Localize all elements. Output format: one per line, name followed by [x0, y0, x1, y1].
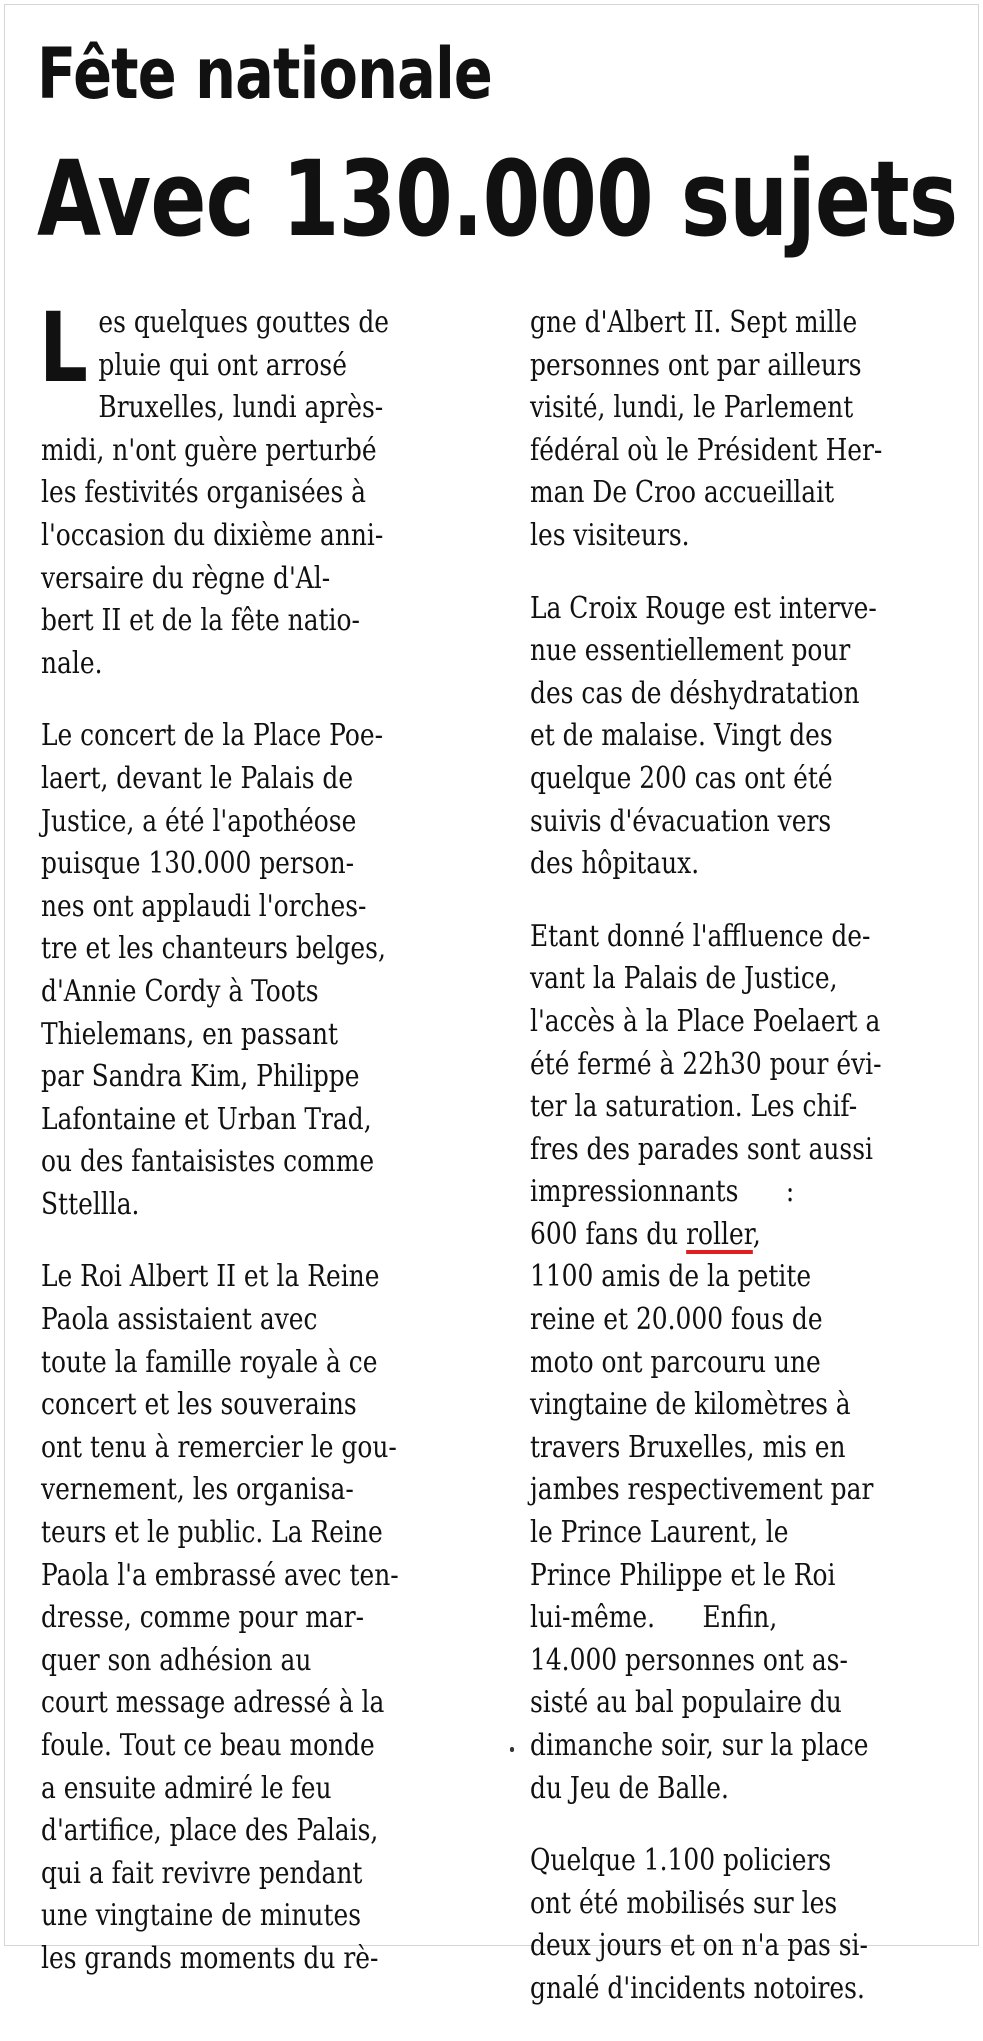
text-line: sisté au bal populaire du: [530, 1685, 842, 1721]
text-line: es quelques gouttes de: [98, 305, 390, 340]
text-line: le Prince Laurent, le: [530, 1515, 789, 1551]
text-line: tre et les chanteurs belges,: [41, 931, 386, 967]
text-line: ont été mobilisés sur les: [530, 1885, 838, 1921]
text-line: dresse, comme pour mar-: [41, 1600, 365, 1636]
text-line: qui a fait revivre pendant: [41, 1855, 363, 1891]
text-line: Le Roi Albert II et la Reine: [41, 1259, 380, 1295]
text-line: les visiteurs.: [530, 517, 690, 553]
text-line: Paola l'a embrassé avec ten-: [41, 1557, 399, 1593]
text-line: impressionnants :: [530, 1174, 795, 1210]
text-line: Bruxelles, lundi après-: [98, 390, 384, 426]
text-line: foule. Tout ce beau monde: [41, 1728, 375, 1763]
text-line: des hôpitaux.: [530, 846, 700, 882]
text-line: l'accès à la Place Poelaert a: [530, 1003, 881, 1039]
text-line: man De Croo accueillait: [530, 475, 835, 511]
text-line: Quelque 1.100 policiers: [530, 1843, 832, 1879]
text-line: Le concert de la Place Poe-: [41, 718, 384, 754]
text-line: Sttellla.: [41, 1186, 140, 1222]
text-line: d'Annie Cordy à Toots: [41, 973, 319, 1009]
paragraph-7: [530, 1840, 953, 2010]
article-column-right: [530, 302, 953, 2041]
text-line: gne d'Albert II. Sept mille: [530, 305, 858, 340]
text-line: quelque 200 cas ont été: [530, 760, 833, 796]
text-line: nue essentiellement pour: [530, 633, 851, 669]
text-line: Thielemans, en passant: [41, 1016, 339, 1052]
text-line: l'occasion du dixième anni-: [41, 517, 384, 553]
text-line: 14.000 personnes ont as-: [530, 1642, 848, 1678]
text-line: La Croix Rouge est interve-: [530, 590, 877, 626]
text-line: les festivités organisées à: [41, 475, 367, 511]
text-line: les grands moments du rè-: [41, 1940, 379, 1976]
text-line: a ensuite admiré le feu: [41, 1770, 332, 1806]
paragraph-4: [530, 302, 953, 558]
text-line: Paola assistaient avec: [41, 1302, 318, 1338]
text-line: ter la saturation. Les chif-: [530, 1089, 858, 1125]
text-line: Justice, a été l'apothéose: [41, 803, 357, 839]
article-kicker: Fête nationale: [37, 33, 493, 115]
text-line: visité, lundi, le Parlement: [530, 390, 854, 426]
text-line: vingtaine de kilomètres à: [530, 1387, 851, 1423]
text-line: toute la famille royale à ce: [41, 1344, 378, 1380]
text-line: et de malaise. Vingt des: [530, 718, 833, 754]
text-line: vant la Palais de Justice,: [530, 961, 838, 997]
text-line: nes ont applaudi l'orches-: [41, 888, 367, 924]
text-line: midi, n'ont guère perturbé: [41, 432, 377, 468]
text-line: teurs et le public. La Reine: [41, 1515, 383, 1551]
text-line: reine et 20.000 fous de: [530, 1302, 823, 1338]
paragraph-6: [530, 916, 953, 1810]
text-line: laert, devant le Palais de: [41, 760, 354, 796]
text-line: deux jours et on n'a pas si-: [530, 1928, 868, 1964]
stray-mark: [510, 1747, 514, 1752]
text-line: été fermé à 22h30 pour évi-: [530, 1046, 882, 1082]
text-line: jambes respectivement par: [530, 1472, 874, 1508]
text-line: vernement, les organisa-: [41, 1472, 354, 1508]
text-line: gnalé d'incidents notoires.: [530, 1970, 865, 2006]
article-column-left: [39, 292, 464, 2011]
text-line: lui-même. Enfin,: [530, 1600, 778, 1636]
text-line: personnes ont par ailleurs: [530, 347, 862, 383]
text-line: une vingtaine de minutes: [41, 1898, 362, 1934]
text-line: versaire du règne d'Al-: [41, 560, 331, 596]
text-line: 1100 amis de la petite: [530, 1259, 812, 1295]
misspelled-word: roller: [686, 1216, 753, 1252]
text-line: quer son adhésion au: [41, 1642, 312, 1678]
text-line: suivis d'évacuation vers: [530, 803, 832, 839]
paragraph-1: [39, 292, 464, 685]
text-line: bert II et de la fête natio-: [41, 603, 360, 639]
paragraph-3: [41, 1256, 464, 1980]
text-line: par Sandra Kim, Philippe: [41, 1059, 360, 1095]
text-line: d'artifice, place des Palais,: [41, 1813, 379, 1849]
text-line: travers Bruxelles, mis en: [530, 1429, 846, 1465]
newspaper-clipping: [4, 4, 979, 2006]
text-line: concert et les souverains: [41, 1387, 357, 1423]
text-line: Prince Philippe et le Roi: [530, 1557, 836, 1593]
text-line: ont tenu à remercier le gou-: [41, 1429, 397, 1465]
article-headline: Avec 130.000 sujets: [37, 138, 958, 260]
text-line: pluie qui ont arrosé: [98, 347, 347, 383]
text-line: du Jeu de Balle.: [530, 1770, 729, 1806]
text-line: court message adressé à la: [41, 1685, 385, 1721]
drop-cap: L: [39, 292, 88, 404]
text-fragment: ,: [752, 1216, 761, 1252]
text-line: ou des fantaisistes comme: [41, 1144, 375, 1180]
text-line: Lafontaine et Urban Trad,: [41, 1101, 372, 1137]
text-line: fres des parades sont aussi: [530, 1131, 873, 1167]
text-line: fédéral où le Président Her-: [530, 432, 883, 468]
text-line: nale.: [41, 645, 103, 681]
paragraph-5: [530, 588, 953, 886]
text-line: Etant donné l'affluence de-: [530, 918, 871, 954]
text-line: puisque 130.000 person-: [41, 846, 355, 882]
text-line: moto ont parcouru une: [530, 1344, 821, 1380]
text-fragment: 600 fans du: [530, 1216, 687, 1252]
text-line: dimanche soir, sur la place: [530, 1728, 869, 1763]
paragraph-2: [41, 715, 464, 1226]
text-line: des cas de déshydratation: [530, 675, 860, 711]
text-line-with-flagged-word: [530, 1214, 881, 1257]
